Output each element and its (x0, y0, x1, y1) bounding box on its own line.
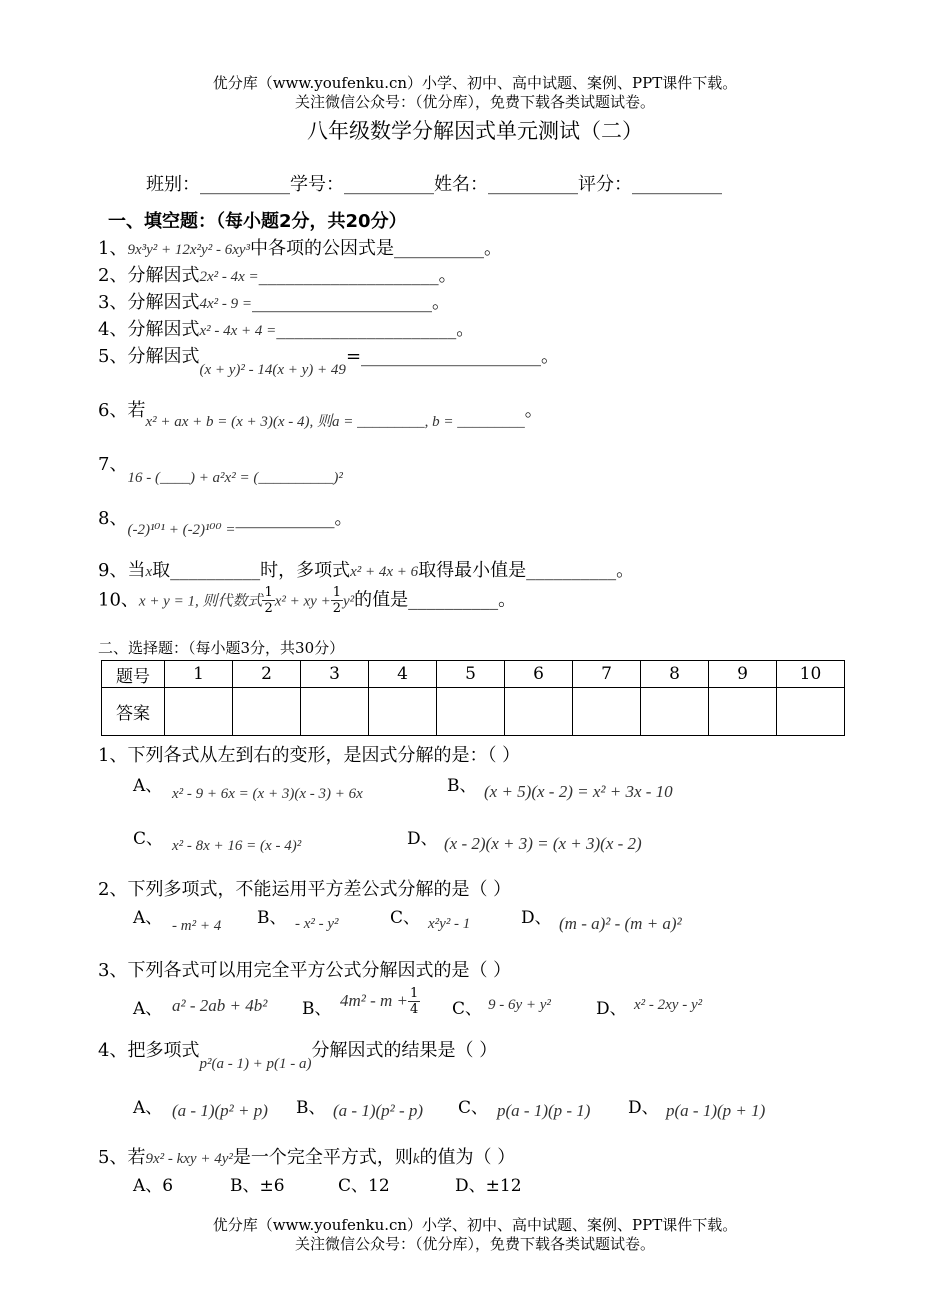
mc2-option-c: x²y² - 1 (428, 916, 471, 932)
mc4-option-d: p(a - 1)(p + 1) (666, 1101, 766, 1120)
answer-cell-3[interactable] (301, 688, 369, 736)
footer-line-1: 优分库（www.youfenku.cn）小学、初中、高中试题、案例、PPT课件下载。 (212, 1216, 738, 1234)
mc1-option-a: x² - 9 + 6x = (x + 3)(x - 3) + 6x (172, 786, 363, 802)
q-math: x² - 4x + 4 = (199, 323, 277, 339)
mc4-stem-a: 4、把多项式 (98, 1040, 200, 1061)
mc3-option-b-label: B、 (302, 999, 332, 1019)
table-col-2: 2 (233, 661, 301, 688)
mc5-stem-k: k (412, 1151, 420, 1167)
q-math: 9x³y² + 12x²y² - 6xy³ (127, 242, 251, 258)
mc3-option-a: a² - 2ab + 4b² (172, 996, 268, 1015)
table-col-3: 3 (301, 661, 369, 688)
answer-cell-7[interactable] (573, 688, 641, 736)
frac-num: 1 (410, 986, 419, 1001)
fraction-quarter (408, 986, 420, 1017)
table-col-8: 8 (641, 661, 709, 688)
mc5-stem-math: 9x² - kxy + 4y² (145, 1151, 233, 1167)
q-math: x² + 4x + 6 (350, 564, 419, 580)
choice-question-3: 3、下列各式可以用完全平方公式分解因式的是（ ） (98, 960, 512, 981)
mc2-option-a: - m² + 4 (172, 918, 222, 934)
mc5-stem-c: 的值为（ ） (419, 1147, 516, 1168)
table-col-4: 4 (369, 661, 437, 688)
header-line-2: 关注微信公众号：（优分库），免费下载各类试题试卷。 (294, 93, 655, 111)
mc5-option-c: C、12 (338, 1176, 390, 1196)
table-col-10: 10 (777, 661, 845, 688)
fill-question-7 (98, 450, 343, 486)
q-math: 16 - (____) + a²x² = (__________)² (127, 470, 343, 486)
mc1-option-a-label: A、 (133, 776, 163, 796)
q-text: 。 (524, 400, 543, 421)
q-math: x² + ax + b = (x + 3)(x - 4), 则a = _________, b = _________ (145, 414, 525, 430)
mc2-option-a-label: A、 (133, 908, 163, 928)
mc1-option-d-label: D、 (407, 829, 438, 849)
q-mid: 取__________时，多项式 (152, 560, 351, 581)
q-label: 3、分解因式 (98, 292, 200, 313)
answer-cell-8[interactable] (641, 688, 709, 736)
q-text: 中各项的公因式是__________。 (250, 238, 503, 259)
choice-question-2: 2、下列多项式，不能运用平方差公式分解的是（ ） (98, 879, 512, 900)
answer-table-answer-row (102, 688, 845, 736)
table-col-7: 7 (573, 661, 641, 688)
q-label: 1、 (98, 238, 128, 259)
mc4-option-a-label: A、 (133, 1098, 163, 1118)
fill-question-2 (98, 261, 457, 287)
fill-question-5 (98, 342, 560, 378)
choice-question-5 (98, 1143, 515, 1169)
mc1-option-c-label: C、 (133, 829, 164, 849)
mc5-stem-b: 是一个完全平方式，则 (232, 1147, 413, 1168)
q-math-b: y² (343, 593, 355, 610)
fill-question-10 (98, 585, 516, 616)
mc4-stem-math: p²(a - 1) + p(1 - a) (199, 1056, 312, 1072)
table-row-label: 题号 (102, 661, 165, 688)
answer-cell-2[interactable] (233, 688, 301, 736)
choice-question-4 (98, 1036, 498, 1072)
q-text: ___________。 (235, 508, 353, 529)
q-text: 的值是__________。 (354, 589, 517, 611)
fraction-half-2 (331, 585, 343, 616)
q-math: (x + y)² - 14(x + y) + 49 (199, 362, 346, 378)
mc4-option-b: (a - 1)(p² - p) (333, 1101, 424, 1120)
fill-question-8 (98, 504, 353, 538)
answer-table (101, 660, 845, 736)
q-math-a: x² + xy + (274, 593, 331, 610)
fill-question-3 (98, 288, 450, 314)
q-math: x + y = 1, 则代数式 (138, 593, 263, 610)
table-row-label: 答案 (102, 688, 165, 736)
mc1-option-b-label: B、 (447, 776, 477, 796)
mc3-option-c-label: C、 (452, 999, 483, 1019)
choice-question-1: 1、下列各式从左到右的变形，是因式分解的是：（ ） (98, 745, 521, 766)
section-1-heading: 一、填空题：（每小题2分，共20分） (108, 211, 407, 232)
mc2-option-b: - x² - y² (295, 916, 339, 932)
mc3-option-d: x² - 2xy - y² (634, 997, 703, 1013)
mc5-stem-a: 5、若 (98, 1147, 146, 1168)
table-col-6: 6 (505, 661, 573, 688)
answer-cell-4[interactable] (369, 688, 437, 736)
page-title: 八年级数学分解因式单元测试（二） (307, 119, 643, 143)
section-2-heading: 二、选择题：（每小题3分，共30分） (98, 639, 345, 657)
mc4-stem-b: 分解因式的结果是（ ） (311, 1040, 498, 1061)
mc3-option-d-label: D、 (596, 999, 627, 1019)
frac-den: 2 (332, 601, 341, 616)
table-col-5: 5 (437, 661, 505, 688)
table-col-9: 9 (709, 661, 777, 688)
q-math: 2x² - 4x = (199, 269, 259, 285)
mc5-option-d: D、±12 (455, 1176, 522, 1196)
frac-den: 2 (264, 601, 273, 616)
mc3-option-a-label: A、 (133, 999, 163, 1019)
mc4-option-a: (a - 1)(p² + p) (172, 1101, 268, 1120)
mc3-option-b-math: 4m² - m + (340, 991, 409, 1010)
mc4-option-d-label: D、 (628, 1098, 659, 1118)
q-text: =____________________。 (345, 346, 560, 367)
answer-cell-6[interactable] (505, 688, 573, 736)
answer-cell-9[interactable] (709, 688, 777, 736)
q-text: ____________________。 (276, 319, 475, 340)
answer-cell-5[interactable] (437, 688, 505, 736)
answer-cell-10[interactable] (777, 688, 845, 736)
q-text: 取得最小值是__________。 (418, 560, 635, 581)
fraction-half (262, 585, 274, 616)
mc2-option-b-label: B、 (257, 908, 287, 928)
answer-cell-1[interactable] (165, 688, 233, 736)
mc2-option-d: (m - a)² - (m + a)² (559, 914, 682, 933)
fill-question-6 (98, 396, 543, 430)
fill-question-9 (98, 556, 634, 582)
mc3-option-b (340, 986, 420, 1017)
mc3-option-c: 9 - 6y + y² (488, 997, 551, 1013)
frac-num: 1 (332, 585, 341, 600)
q-label: 10、 (98, 589, 139, 611)
mc5-option-a: A、6 (133, 1176, 174, 1196)
frac-num: 1 (264, 585, 273, 600)
q-text: ____________________。 (258, 265, 457, 286)
mc2-option-d-label: D、 (521, 908, 552, 928)
student-info-line: 班别：__________学号：__________姓名：__________评分：__________ (146, 174, 722, 195)
mc5-option-b: B、±6 (230, 1176, 285, 1196)
fill-question-4 (98, 315, 474, 341)
q-math-x: x (145, 564, 153, 580)
mc1-option-c: x² - 8x + 16 = (x - 4)² (172, 838, 302, 854)
q-label: 2、分解因式 (98, 265, 200, 286)
q-label: 4、分解因式 (98, 319, 200, 340)
q-label: 7、 (98, 454, 128, 475)
q-label: 5、分解因式 (98, 346, 200, 367)
fill-question-1 (98, 234, 502, 260)
q-math: (-2)¹⁰¹ + (-2)¹⁰⁰ = (127, 522, 236, 538)
mc4-option-b-label: B、 (296, 1098, 326, 1118)
answer-table-header-row (102, 661, 845, 688)
table-col-1: 1 (165, 661, 233, 688)
header-line-1: 优分库（www.youfenku.cn）小学、初中、高中试题、案例、PPT课件下载。 (212, 74, 738, 92)
q-text: ____________________。 (251, 292, 450, 313)
q-label: 8、 (98, 508, 128, 529)
mc1-option-d: (x - 2)(x + 3) = (x + 3)(x - 2) (444, 834, 642, 853)
mc1-option-b: (x + 5)(x - 2) = x² + 3x - 10 (484, 782, 673, 801)
q-label: 6、若 (98, 400, 146, 421)
frac-den: 4 (410, 1002, 419, 1017)
q-label: 9、当 (98, 560, 146, 581)
mc2-option-c-label: C、 (390, 908, 421, 928)
mc4-option-c-label: C、 (458, 1098, 489, 1118)
mc4-option-c: p(a - 1)(p - 1) (497, 1101, 591, 1120)
q-math: 4x² - 9 = (199, 296, 252, 312)
footer-line-2: 关注微信公众号：（优分库），免费下载各类试题试卷。 (294, 1235, 655, 1253)
